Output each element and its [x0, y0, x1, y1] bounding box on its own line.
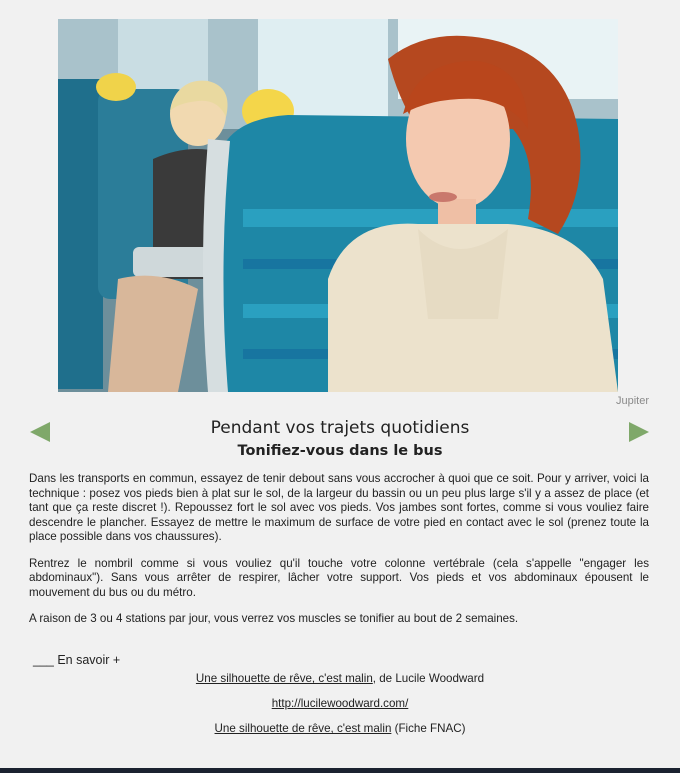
reference-book: [0, 672, 680, 697]
next-arrow-button[interactable]: [627, 420, 651, 444]
paragraph-conclusion: A raison de 3 ou 4 stations par jour, vous verrez vos muscles se tonifier au bout de 2 semaines.: [29, 612, 519, 625]
previous-arrow-button[interactable]: [28, 420, 52, 444]
arrow-left-icon: [28, 420, 52, 444]
paragraph-abdominaux: Rentrez le nombril comme si vous vouliez qu'il touche votre colonne vertébrale (cela s'appelle "engager les abdominaux"). Sans vous arrêter de respirer, lâcher votre support. Vos pieds et vos abdominaux épousent le mouvement du bus ou du métro.: [29, 556, 649, 599]
article-subtitle: Tonifiez-vous dans le bus: [237, 443, 443, 459]
article-title: Pendant vos trajets quotidiens: [210, 418, 470, 438]
arrow-right-icon: [627, 420, 651, 444]
paragraph-technique: Dans les transports en commun, essayez de tenir debout sans vous accrocher à quoi que ce soit. Pour y arriver, voici la technique : posez vos pieds bien à plat sur le sol, de la largeur du bassin ou un peu plus large s'il y a assez de place (et tant que ça reste discret !). Repoussez fort le sol avec vos pieds. Vos jambes sont fortes, comme si vous vouliez faire descendre le plancher. Essayez de mettre le maximum de surface de votre pied en contact avec le sol (prenez toute la place possible dans vos chaussures).: [29, 472, 649, 543]
reference-website: [0, 697, 680, 722]
bottom-bar: [0, 768, 680, 773]
website-link[interactable]: http://lucilewoodward.com/: [271, 697, 409, 710]
reference-fnac: [0, 722, 680, 747]
article-body: [29, 472, 649, 639]
photo-illustration: [58, 19, 618, 392]
fnac-suffix: (Fiche FNAC): [391, 722, 466, 735]
learn-more-heading: ___ En savoir +: [33, 653, 121, 667]
book-link[interactable]: Une silhouette de rêve, c'est malin: [195, 672, 373, 685]
article-photo: [58, 19, 618, 392]
fnac-link[interactable]: Une silhouette de rêve, c'est malin: [214, 722, 392, 735]
photo-credit: Jupiter: [615, 395, 649, 407]
book-author: , de Lucile Woodward: [372, 672, 485, 685]
references-list: [0, 672, 680, 747]
